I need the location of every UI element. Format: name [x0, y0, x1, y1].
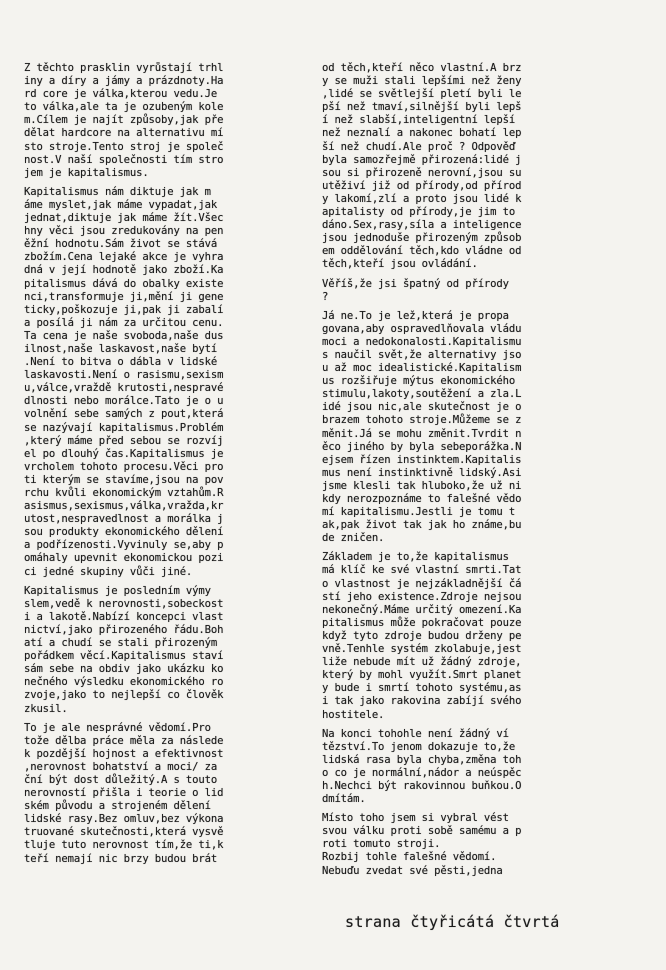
text-line: y se muži stali lepšími než ženy: [322, 75, 522, 88]
text-line: od těch,kteří něco vlastní.A brz: [322, 62, 522, 74]
text-line: idé jsou nic,ale skutečnost je o: [322, 401, 522, 414]
text-line: o co je normální,nádor a neúspěc: [322, 766, 522, 779]
text-line: Kapitalismus je posledním výmy: [24, 584, 211, 597]
text-line: Ta cena je naše svoboda,naše dus: [24, 329, 224, 342]
text-line: ,nerovnost bohatství a moci/ za: [24, 760, 218, 773]
text-line: dělat hardcore na alternativu mí: [24, 127, 224, 140]
text-line: nečného výsledku ekonomického ro: [24, 676, 224, 689]
text-line: Kapitalismus nám diktuje jak m: [24, 185, 211, 198]
text-line: sám sebe na obdiv jako ukázku ko: [24, 663, 224, 676]
text-line: iny a díry a jámy a prázdnoty.Ha: [24, 75, 224, 88]
page-number-label: strana čtyřicátá čtvrtá: [345, 913, 560, 931]
text-line: když tyto zdroje budou drženy pe: [322, 629, 522, 642]
text-line: stí jeho existence.Zdroje nejsou: [322, 590, 522, 603]
text-line: u až moc idealistické.Kapitalism: [322, 362, 522, 375]
text-line: a posílá ji nám za určitou cenu.: [24, 316, 224, 329]
text-line: atí a chudí se stali přirozeným: [24, 637, 218, 650]
text-line: Rozbij tohle falešné vědomí.: [322, 851, 497, 864]
text-line: ční být dost důležitý.A s touto: [24, 773, 218, 786]
text-line: ském původu a strojeném dělení: [24, 800, 211, 813]
text-line: h.Nechci být rakovinnou buňkou.O: [322, 779, 522, 792]
text-line: sto stroje.Tento stroj je společ: [24, 140, 224, 153]
text-line: ?: [322, 290, 329, 303]
text-line: ,lidé se světlejší pletí byli le: [322, 88, 522, 101]
text-line: měnit.Já se mohu změnit.Tvrdit n: [322, 427, 522, 440]
text-line: í než slabší,inteligentní lepší: [322, 114, 516, 127]
text-line: apitalisty od přírody,je jim to: [322, 206, 516, 219]
text-line: em oddělování těch,kdo vládne od: [322, 245, 522, 258]
text-line: s naučil svět,že alternativy jso: [322, 348, 522, 361]
text-line: roti tomuto stroji.: [322, 838, 441, 851]
text-line: y lakomí,zlí a proto jsou lidé k: [322, 192, 522, 205]
text-line: hostitele.: [322, 708, 385, 721]
text-line: slem,vedě k nerovnosti,sobeckost: [24, 597, 224, 610]
text-line: Já ne.To je lež,která je propa: [322, 309, 509, 322]
text-line: rd core je válka,kterou vedu.Je: [24, 88, 218, 101]
text-line: tože dělba práce měla za následe: [24, 734, 224, 747]
text-line: Z těchto prasklin vyrůstají trhl: [24, 62, 224, 74]
text-line: těch,kteří jsou ovládání.: [322, 258, 478, 271]
text-line: rchu kvůli ekonomickým vztahům.R: [24, 487, 224, 499]
text-line: sou si přirozeně nerovní,jsou su: [322, 166, 522, 179]
text-line: hny věci jsou zredukovány na pen: [24, 225, 224, 238]
text-line: Na konci tohohle není žádný ví: [322, 727, 509, 740]
text-line: truované skutečnosti,která vysvě: [24, 826, 224, 839]
text-line: Věříš,že jsi špatný od přírody: [322, 277, 509, 290]
left-text-column: [24, 62, 306, 922]
text-line: ší než chudí.Ale proč ? Odpověď: [322, 140, 516, 153]
text-line: svou válku proti sobě samému a p: [322, 825, 522, 838]
text-line: lidská rasa byla chyba,změna toh: [322, 753, 522, 766]
text-line: dná v její hodnotě jako zboží.Ka: [24, 264, 224, 277]
text-line: stimulu,lakoty,soutěžení a zla.L: [322, 388, 522, 401]
text-line: dlnosti nebo morálce.Tato je o u: [24, 395, 224, 408]
text-line: k pozdější hojnost a efektivnost: [24, 747, 224, 760]
right-text-column: [322, 62, 646, 902]
text-line: pitalismus může pokračovat pouze: [322, 616, 522, 629]
text-line: tluje tuto nerovnost tím,že ti,k: [24, 839, 224, 852]
text-line: pitalismus dává do obalky existe: [24, 277, 224, 290]
text-line: ,který máme před sebou se rozvíj: [24, 434, 224, 447]
text-line: který by mohl využít.Smrt planet: [322, 669, 522, 682]
text-line: jsou jednoduše přirozeným způsob: [322, 232, 522, 245]
text-line: de zničen.: [322, 532, 385, 545]
text-line: to válka,ale ta je ozubeným kole: [24, 101, 224, 114]
text-line: ci jedné skupiny vůči jiné.: [24, 565, 193, 578]
text-line: .Není to bitva o dábla v lidské: [24, 356, 218, 369]
text-line: vně.Tenhle systém zkolabuje,jest: [322, 643, 522, 656]
text-line: se nazývají kapitalismus.Problém: [24, 421, 224, 434]
text-line: y bude i smrtí tohoto systému,as: [322, 682, 522, 695]
text-line: áme myslet,jak máme vypadat,jak: [24, 198, 218, 211]
text-line: i a lakotě.Nabízí koncepci vlast: [24, 610, 224, 623]
text-line: mí kapitalismu.Jestli je tomu t: [322, 506, 516, 519]
text-line: pořádkem věcí.Kapitalismus staví: [24, 650, 224, 663]
text-line: ticky,poškozuje ji,pak ji zabalí: [24, 303, 224, 316]
text-line: zvoje,jako to nejlepší co člověk: [24, 689, 224, 702]
text-line: Místo toho jsem si vybral vést: [322, 812, 509, 825]
text-line: nost.V naší společnosti tím stro: [24, 153, 224, 166]
text-line: ejsem řízen instinktem.Kapitalis: [322, 453, 522, 466]
text-line: o vlastnost je nejzákladnější čá: [322, 577, 522, 590]
text-line: volnění sebe samých z pout,která: [24, 408, 224, 421]
text-line: omáhaly upevnit ekonomickou pozi: [24, 552, 224, 565]
text-line: než neznalí a nakonec bohatí lep: [322, 127, 522, 140]
text-line: jednat,diktuje jak máme žít.Všec: [24, 212, 224, 225]
text-line: dáno.Sex,rasy,síla a inteligence: [322, 219, 522, 232]
text-line: govana,aby ospravedlňovala vládu: [322, 322, 522, 335]
text-line: liže nebude mít už žádný zdroje,: [322, 656, 522, 669]
text-line: pší než tmaví,silnější byli lepš: [322, 101, 522, 114]
text-line: jsme klesli tak hluboko,že už ni: [322, 479, 522, 492]
text-line: lidské rasy.Bez omluv,bez výkona: [24, 813, 224, 826]
text-line: To je ale nesprávné vědomí.Pro: [24, 721, 211, 734]
text-line: tězství.To jenom dokazuje to,že: [322, 740, 516, 753]
text-line: nekonečný.Máme určitý omezení.Ka: [322, 603, 522, 616]
text-line: jem je kapitalismus.: [24, 166, 149, 179]
text-line: byla samozřejmě přirozená:lidé j: [322, 153, 522, 166]
text-line: a podřízenosti.Vyvinuly se,aby p: [24, 539, 224, 552]
text-line: zkusil.: [24, 702, 68, 715]
text-line: u,válce,vraždě krutosti,nespravé: [24, 382, 224, 395]
text-line: Nebuďu zvedat své pěsti,jedna: [322, 864, 503, 877]
text-line: utost,nespravedlnost a morálka j: [24, 513, 224, 526]
text-line: ti kterým se stavíme,jsou na pov: [24, 473, 224, 486]
text-line: nci,transformuje ji,mění ji gene: [24, 290, 224, 303]
text-line: us rozšiřuje mýtus ekonomického: [322, 375, 516, 388]
text-line: zbožím.Cena lejaké akce je vyhra: [24, 251, 224, 264]
text-line: nerovností přišla i teorie o lid: [24, 787, 224, 800]
text-line: laskavosti.Není o rasismu,sexism: [24, 369, 224, 382]
text-line: ěco jiného by byla sebeporážka.N: [322, 440, 522, 453]
text-line: i tak jako rakovina zabíjí svého: [322, 695, 522, 708]
text-line: Základem je to,že kapitalismus: [322, 551, 509, 564]
text-line: kdy nerozpoznáme to falešné vědo: [322, 493, 522, 505]
text-line: el po dlouhý čas.Kapitalismus je: [24, 447, 224, 460]
text-line: mus není instinktivně lidský.Asi: [322, 466, 522, 479]
text-line: teří nemají nic brzy budou brát: [24, 852, 218, 865]
text-line: ěžní hodnotu.Sám život se stává: [24, 238, 218, 251]
text-line: m.Cílem je najít způsoby,jak pře: [24, 114, 224, 127]
text-line: má klíč ke své vlastní smrti.Tat: [322, 564, 522, 577]
text-line: vrcholem tohoto procesu.Věci pro: [24, 460, 224, 473]
text-line: utěživí již od přírody,od přírod: [322, 179, 522, 192]
text-line: asismus,sexismus,válka,vražda,kr: [24, 500, 224, 513]
text-line: sou produkty ekonomického dělení: [24, 526, 224, 539]
text-line: nictví,jako přirozeného řádu.Boh: [24, 623, 224, 636]
text-line: brazem tohoto stroje.Můžeme se z: [322, 414, 522, 427]
text-line: dmítám.: [322, 793, 366, 806]
text-line: ilnost,naše laskavost,naše bytí: [24, 342, 218, 355]
text-line: ak,pak život tak jak ho známe,bu: [322, 519, 522, 532]
text-line: moci a nedokonalosti.Kapitalismu: [322, 335, 522, 348]
